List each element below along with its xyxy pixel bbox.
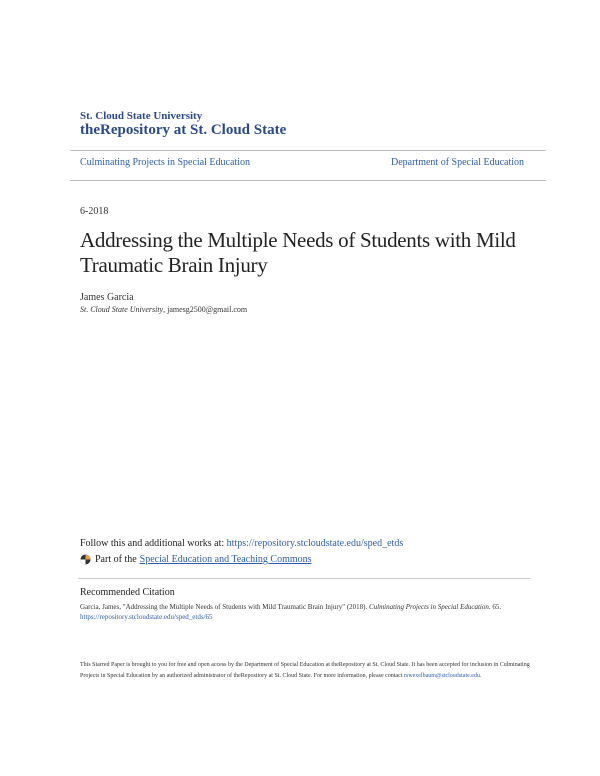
follow-url-link[interactable]: https://repository.stcloudstate.edu/sped_etds — [226, 538, 404, 549]
footer-end: . — [479, 672, 482, 679]
author-email: , jamesg2500@gmail.com — [163, 305, 248, 314]
repository-name[interactable]: theRepository at St. Cloud State — [80, 122, 287, 138]
follow-line — [80, 538, 403, 549]
citation-journal: Culminating Projects in Special Education — [368, 603, 489, 611]
footer-text: This Starred Paper is brought to you for free and open access by the Department of Special Education at theRepository at St. Cloud State. It has been accepted for inclusion in Culminating Projects in Special Education by an authorized administrator of theRepository at St. Cloud State. For more information, please contact — [80, 662, 530, 679]
author-name: James Garcia — [80, 292, 134, 303]
paper-title: Addressing the Multiple Needs of Students with Mild Traumatic Brain Injury — [80, 228, 516, 277]
divider-bottom — [70, 180, 546, 181]
publication-date: 6-2018 — [80, 206, 109, 217]
contact-email-link[interactable]: rswexelbaum@stcloudstate.edu — [403, 672, 480, 679]
collection-link[interactable]: Culminating Projects in Special Education — [80, 157, 250, 168]
bepress-network-icon — [80, 554, 91, 565]
department-link[interactable]: Department of Special Education — [391, 157, 525, 168]
citation-suffix: . 65. — [488, 603, 502, 611]
part-of-line — [80, 554, 312, 565]
part-of-label: Part of the — [95, 554, 137, 565]
author-affiliation — [80, 305, 247, 314]
citation-main: Garcia, James, "Addressing the Multiple Needs of Students with Mild Traumatic Brain Injury" (2018). — [80, 603, 369, 611]
citation-heading: Recommended Citation — [80, 587, 175, 598]
footer-notice — [80, 660, 530, 681]
divider-citation — [78, 578, 531, 579]
divider-top — [70, 150, 546, 151]
university-name: St. Cloud State University — [80, 110, 203, 122]
citation-text — [80, 602, 530, 622]
commons-link[interactable]: Special Education and Teaching Commons — [139, 554, 312, 565]
author-institution: St. Cloud State University — [80, 305, 164, 314]
citation-url-link[interactable]: https://repository.stcloudstate.edu/sped_etds/65 — [80, 613, 213, 621]
follow-label: Follow this and additional works at: — [80, 538, 227, 549]
